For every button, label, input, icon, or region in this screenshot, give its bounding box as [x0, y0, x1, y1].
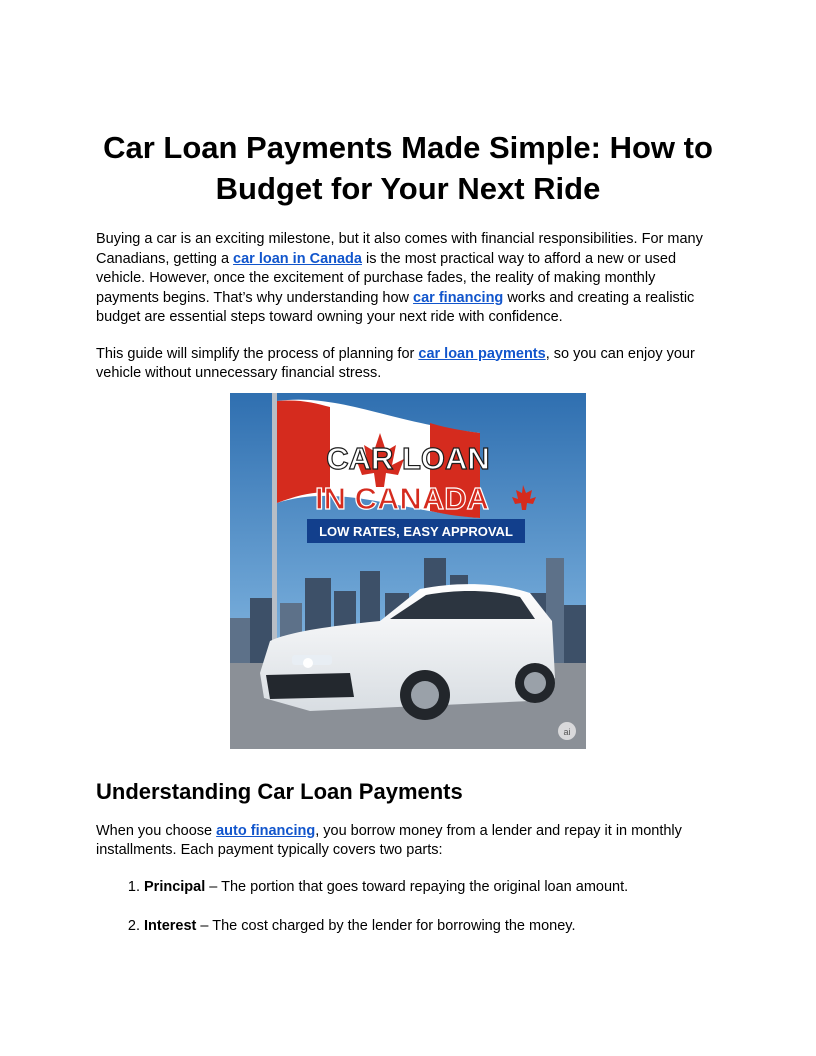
car-loan-hero-image: [230, 393, 586, 749]
page-title: Car Loan Payments Made Simple: How to Budget for Your Next Ride: [103, 130, 713, 206]
link-car-loan-in-canada[interactable]: car loan in Canada: [233, 250, 362, 267]
hero-banner-text: LOW RATES, EASY APPROVAL: [319, 523, 513, 539]
intro-paragraph: Buying a car is an exciting milestone, but it also comes with financial responsibilities. For many Canadians, getting a car loan in Canada is the most practical way to afford a new or used vehicle. However, once the excitement of purchase fades, the reality of making monthly payments begins. That’s why understanding how car financing works and creating a realistic budget are essential steps toward owning your next ride with confidence.: [96, 231, 703, 325]
link-car-loan-payments[interactable]: car loan payments: [418, 345, 546, 362]
hero-line-1: CAR LOAN: [326, 440, 490, 476]
section-heading: Understanding Car Loan Payments: [96, 778, 463, 804]
flag-pole: [272, 393, 277, 643]
link-auto-financing[interactable]: auto financing: [216, 822, 316, 839]
hero-line-2: IN CANADA: [315, 480, 489, 516]
link-car-financing[interactable]: car financing: [413, 289, 504, 306]
list-item: 1. Principal – The portion that goes toward repaying the original loan amount.: [144, 878, 720, 898]
list-item: 2. Interest – The cost charged by the lender for borrowing the money.: [144, 917, 720, 937]
guide-paragraph: This guide will simplify the process of planning for car loan payments, so you can enjoy your vehicle without unnecessary financial stress.: [96, 345, 695, 381]
payment-parts-list: [96, 878, 720, 937]
section-paragraph: When you choose auto financing, you borrow money from a lender and repay it in monthly installments. Each payment typically covers two parts:: [96, 822, 682, 858]
ai-badge-text: ai: [563, 726, 571, 737]
